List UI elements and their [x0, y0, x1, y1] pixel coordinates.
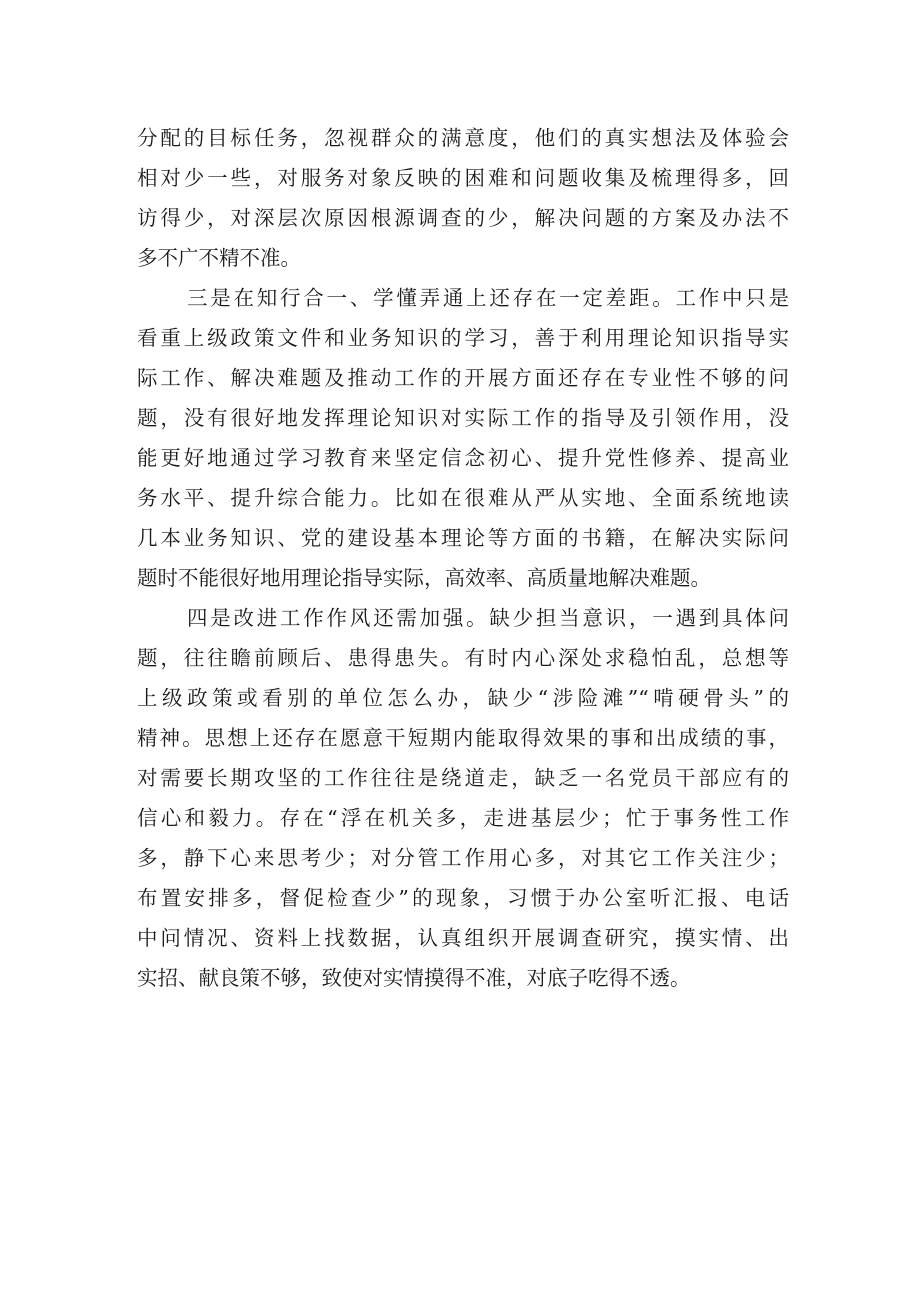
paragraph-line: 中问情况、资料上找数据，认真组织开展调查研究，摸实情、出: [137, 926, 789, 950]
paragraph-line: 对需要长期攻坚的工作往往是绕道走，缺乏一名党员干部应有的: [137, 766, 789, 790]
paragraph-line: 分配的目标任务，忽视群众的满意度，他们的真实想法及体验会: [137, 126, 789, 150]
paragraph-line: 题，没有很好地发挥理论知识对实际工作的指导及引领作用，没: [137, 406, 789, 430]
paragraph-line: 几本业务知识、党的建设基本理论等方面的书籍，在解决实际问: [137, 526, 789, 550]
paragraph-line: 布置安排多，督促检查少”的现象，习惯于办公室听汇报、电话: [137, 886, 789, 910]
paragraph-line: 信心和毅力。存在“浮在机关多，走进基层少；忙于事务性工作: [137, 806, 789, 830]
paragraph-line: 三是在知行合一、学懂弄通上还存在一定差距。工作中只是: [187, 286, 789, 310]
paragraph-line: 多，静下心来思考少；对分管工作用心多，对其它工作关注少；: [137, 846, 789, 870]
paragraph-line: 多不广不精不准。: [137, 246, 301, 270]
paragraph-line: 际工作、解决难题及推动工作的开展方面还存在专业性不够的问: [137, 366, 789, 390]
paragraph-line: 题，往往瞻前顾后、患得患失。有时内心深处求稳怕乱，总想等: [137, 646, 789, 670]
paragraph-line: 务水平、提升综合能力。比如在很难从严从实地、全面系统地读: [137, 486, 789, 510]
paragraph-line: 看重上级政策文件和业务知识的学习，善于利用理论知识指导实: [137, 326, 789, 350]
paragraph-line: 访得少，对深层次原因根源调查的少，解决问题的方案及办法不: [137, 206, 789, 230]
paragraph-line: 实招、献良策不够，致使对实情摸得不准，对底子吃得不透。: [137, 966, 691, 990]
document-body: [137, 118, 789, 998]
paragraph-line: 精神。思想上还存在愿意干短期内能取得效果的事和出成绩的事，: [137, 726, 789, 750]
paragraph-line: 相对少一些，对服务对象反映的困难和问题收集及梳理得多，回: [137, 166, 789, 190]
paragraph-line: 能更好地通过学习教育来坚定信念初心、提升党性修养、提高业: [137, 446, 789, 470]
paragraph-line: 题时不能很好地用理论指导实际，高效率、高质量地解决难题。: [137, 566, 711, 590]
paragraph-line: 四是改进工作作风还需加强。缺少担当意识，一遇到具体问: [187, 606, 789, 630]
paragraph-line: 上级政策或看别的单位怎么办，缺少“涉险滩”“啃硬骨头”的: [137, 686, 789, 710]
